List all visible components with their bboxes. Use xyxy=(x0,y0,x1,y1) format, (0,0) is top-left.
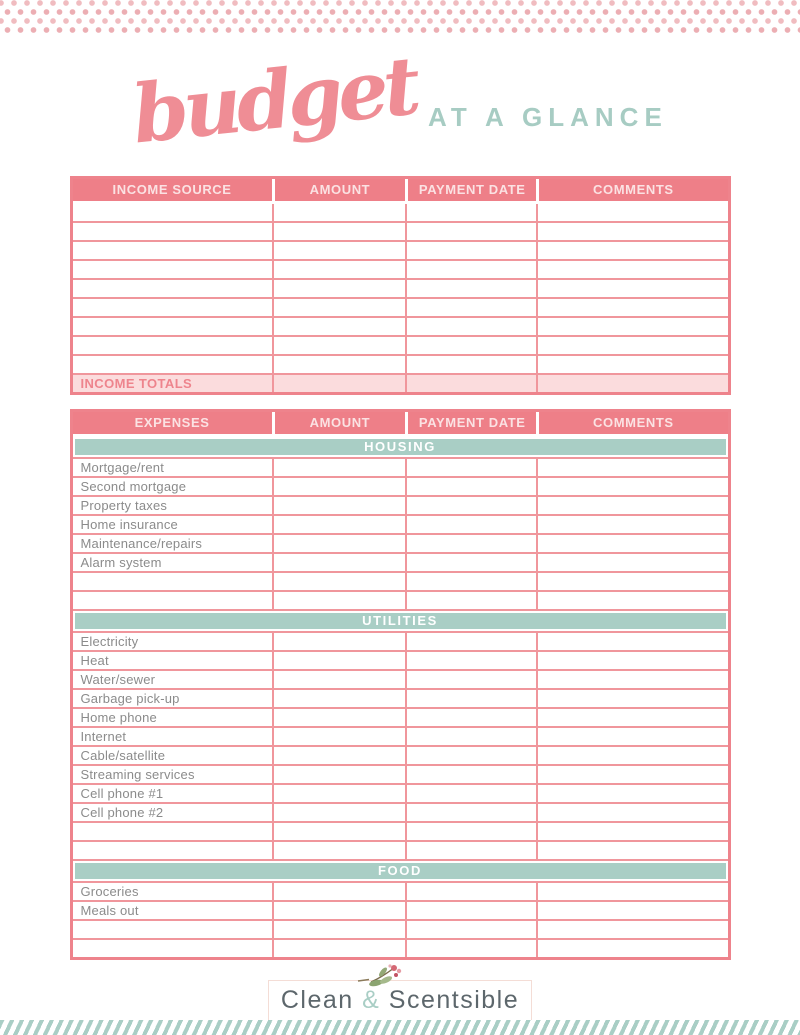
expense-row xyxy=(73,938,728,957)
expense-row xyxy=(73,764,728,783)
fill-in-cell xyxy=(405,766,536,783)
fill-in-cell xyxy=(272,592,406,609)
fill-in-cell xyxy=(272,728,406,745)
expense-row xyxy=(73,514,728,533)
fill-in-cell xyxy=(272,766,406,783)
fill-in-cell xyxy=(536,337,727,354)
fill-in-cell xyxy=(405,633,536,650)
fill-in-cell xyxy=(405,242,536,259)
fill-in-cell xyxy=(536,652,727,669)
expense-row xyxy=(73,783,728,802)
fill-in-cell xyxy=(405,204,536,221)
fill-in-cell xyxy=(405,554,536,571)
section-title-housing: HOUSING xyxy=(73,437,728,457)
brand-footer xyxy=(0,970,800,1022)
fill-in-cell xyxy=(405,921,536,938)
expenses-table-body xyxy=(73,437,728,957)
brand-box xyxy=(268,980,532,1022)
section-band-utilities xyxy=(73,609,728,631)
fill-in-cell xyxy=(272,883,406,900)
fill-in-cell xyxy=(272,785,406,802)
fill-in-cell xyxy=(405,280,536,297)
expense-item-label: Home insurance xyxy=(80,517,178,532)
expense-row xyxy=(73,745,728,764)
expense-item-label: Cell phone #2 xyxy=(80,805,164,820)
fill-in-cell xyxy=(272,671,406,688)
fill-in-cell xyxy=(536,459,727,476)
expense-item-label: Meals out xyxy=(80,903,139,918)
fill-in-cell xyxy=(405,652,536,669)
fill-in-cell xyxy=(405,804,536,821)
fill-in-cell xyxy=(536,883,727,900)
expense-row xyxy=(73,590,728,609)
fill-in-cell xyxy=(405,823,536,840)
fill-in-cell xyxy=(536,940,727,957)
expense-row xyxy=(73,881,728,900)
fill-in-cell xyxy=(405,671,536,688)
expenses-column-header: AMOUNT xyxy=(272,412,406,434)
fill-in-cell xyxy=(405,747,536,764)
expense-item-label: Heat xyxy=(80,653,109,668)
income-column-header: PAYMENT DATE xyxy=(405,179,536,201)
expense-row xyxy=(73,840,728,859)
fill-in-cell xyxy=(536,747,727,764)
fill-in-cell xyxy=(272,804,406,821)
fill-in-cell xyxy=(73,299,272,316)
expense-item-label: Internet xyxy=(80,729,127,744)
income-row xyxy=(73,297,728,316)
fill-in-cell xyxy=(536,728,727,745)
title-script-budget: budget xyxy=(128,38,421,162)
fill-in-cell xyxy=(536,690,727,707)
fill-in-cell xyxy=(73,204,272,221)
income-table xyxy=(70,176,731,395)
fill-in-cell xyxy=(272,842,406,859)
fill-in-cell xyxy=(272,516,406,533)
fill-in-cell xyxy=(536,823,727,840)
expenses-header-row xyxy=(73,412,728,437)
page-title xyxy=(0,36,800,164)
income-column-header: INCOME SOURCE xyxy=(112,182,232,197)
income-row xyxy=(73,240,728,259)
brand-ampersand: & xyxy=(362,986,381,1014)
expense-row xyxy=(73,650,728,669)
expense-item-label: Water/sewer xyxy=(80,672,156,687)
fill-in-cell xyxy=(405,902,536,919)
fill-in-cell xyxy=(536,497,727,514)
income-row xyxy=(73,335,728,354)
fill-in-cell xyxy=(272,299,406,316)
expense-row xyxy=(73,707,728,726)
fill-in-cell xyxy=(536,299,727,316)
expense-item-label: Home phone xyxy=(80,710,157,725)
fill-in-cell xyxy=(73,337,272,354)
fill-in-cell xyxy=(272,573,406,590)
expense-row xyxy=(73,802,728,821)
expense-row xyxy=(73,457,728,476)
expense-item-label: Second mortgage xyxy=(80,479,187,494)
fill-in-cell xyxy=(405,497,536,514)
fill-in-cell xyxy=(405,516,536,533)
fill-in-cell xyxy=(536,261,727,278)
fill-in-cell xyxy=(536,842,727,859)
expenses-table xyxy=(70,409,731,960)
fill-in-cell xyxy=(405,709,536,726)
expense-item-label: Maintenance/repairs xyxy=(80,536,203,551)
fill-in-cell xyxy=(272,497,406,514)
fill-in-cell xyxy=(272,902,406,919)
fill-in-cell xyxy=(272,375,406,392)
fill-in-cell xyxy=(73,573,272,590)
expense-item-label: Garbage pick-up xyxy=(80,691,180,706)
fill-in-cell xyxy=(272,823,406,840)
fill-in-cell xyxy=(536,785,727,802)
fill-in-cell xyxy=(272,709,406,726)
fill-in-cell xyxy=(536,921,727,938)
expense-row xyxy=(73,669,728,688)
section-title-utilities: UTILITIES xyxy=(73,611,728,631)
fill-in-cell xyxy=(405,883,536,900)
expense-row xyxy=(73,631,728,650)
fill-in-cell xyxy=(405,318,536,335)
expense-item-label: Streaming services xyxy=(80,767,195,782)
polka-dot-border xyxy=(0,0,800,36)
expense-item-label: Mortgage/rent xyxy=(80,460,165,475)
fill-in-cell xyxy=(73,280,272,297)
fill-in-cell xyxy=(405,356,536,373)
fill-in-cell xyxy=(405,690,536,707)
fill-in-cell xyxy=(536,516,727,533)
fill-in-cell xyxy=(272,242,406,259)
fill-in-cell xyxy=(536,535,727,552)
fill-in-cell xyxy=(536,223,727,240)
income-row xyxy=(73,259,728,278)
fill-in-cell xyxy=(405,223,536,240)
fill-in-cell xyxy=(73,242,272,259)
income-table-body xyxy=(73,204,728,392)
brand-word-clean: Clean xyxy=(280,986,354,1014)
fill-in-cell xyxy=(272,318,406,335)
fill-in-cell xyxy=(405,375,536,392)
fill-in-cell xyxy=(536,902,727,919)
fill-in-cell xyxy=(405,535,536,552)
fill-in-cell xyxy=(73,823,272,840)
fill-in-cell xyxy=(536,478,727,495)
expense-row xyxy=(73,476,728,495)
fill-in-cell xyxy=(272,478,406,495)
income-column-header: AMOUNT xyxy=(272,179,406,201)
expense-row xyxy=(73,571,728,590)
fill-in-cell xyxy=(405,728,536,745)
fill-in-cell xyxy=(73,261,272,278)
fill-in-cell xyxy=(536,804,727,821)
fill-in-cell xyxy=(272,280,406,297)
fill-in-cell xyxy=(73,356,272,373)
section-title-food: FOOD xyxy=(73,861,728,881)
fill-in-cell xyxy=(536,318,727,335)
income-row xyxy=(73,278,728,297)
expense-row xyxy=(73,552,728,571)
fill-in-cell xyxy=(405,842,536,859)
expense-item-label: Electricity xyxy=(80,634,139,649)
fill-in-cell xyxy=(73,592,272,609)
income-column-header: COMMENTS xyxy=(536,179,727,201)
fill-in-cell xyxy=(536,709,727,726)
brand-word-scentsible: Scentsible xyxy=(388,986,520,1014)
expense-item-label: Cell phone #1 xyxy=(80,786,164,801)
fill-in-cell xyxy=(272,204,406,221)
expense-item-label: Property taxes xyxy=(80,498,168,513)
fill-in-cell xyxy=(405,261,536,278)
fill-in-cell xyxy=(272,921,406,938)
expense-row xyxy=(73,533,728,552)
floral-sprig-icon xyxy=(356,960,404,995)
expenses-column-header: PAYMENT DATE xyxy=(405,412,536,434)
income-totals-row xyxy=(73,373,728,392)
fill-in-cell xyxy=(405,592,536,609)
fill-in-cell xyxy=(536,671,727,688)
fill-in-cell xyxy=(272,261,406,278)
section-band-housing xyxy=(73,437,728,457)
fill-in-cell xyxy=(272,356,406,373)
fill-in-cell xyxy=(405,337,536,354)
fill-in-cell xyxy=(272,940,406,957)
fill-in-cell xyxy=(73,940,272,957)
fill-in-cell xyxy=(536,280,727,297)
fill-in-cell xyxy=(536,242,727,259)
fill-in-cell xyxy=(405,785,536,802)
fill-in-cell xyxy=(73,921,272,938)
income-row xyxy=(73,354,728,373)
expense-row xyxy=(73,726,728,745)
fill-in-cell xyxy=(536,375,727,392)
fill-in-cell xyxy=(73,223,272,240)
expenses-column-header: COMMENTS xyxy=(536,412,727,434)
income-totals-label: INCOME TOTALS xyxy=(80,376,193,391)
fill-in-cell xyxy=(536,554,727,571)
fill-in-cell xyxy=(272,652,406,669)
fill-in-cell xyxy=(272,337,406,354)
expense-item-label: Cable/satellite xyxy=(80,748,166,763)
fill-in-cell xyxy=(272,554,406,571)
expense-row xyxy=(73,495,728,514)
striped-border xyxy=(0,1020,800,1035)
fill-in-cell xyxy=(272,747,406,764)
fill-in-cell xyxy=(272,633,406,650)
fill-in-cell xyxy=(405,478,536,495)
fill-in-cell xyxy=(536,633,727,650)
section-band-food xyxy=(73,859,728,881)
fill-in-cell xyxy=(405,940,536,957)
expense-row xyxy=(73,688,728,707)
fill-in-cell xyxy=(272,535,406,552)
expenses-column-header: EXPENSES xyxy=(134,415,210,430)
income-header-row xyxy=(73,179,728,204)
expense-row xyxy=(73,919,728,938)
fill-in-cell xyxy=(73,318,272,335)
fill-in-cell xyxy=(405,299,536,316)
fill-in-cell xyxy=(272,459,406,476)
title-caps-at-a-glance: AT A GLANCE xyxy=(428,101,668,132)
expense-row xyxy=(73,900,728,919)
fill-in-cell xyxy=(536,592,727,609)
fill-in-cell xyxy=(405,459,536,476)
fill-in-cell xyxy=(73,842,272,859)
expense-row xyxy=(73,821,728,840)
income-row xyxy=(73,316,728,335)
income-row xyxy=(73,204,728,221)
fill-in-cell xyxy=(536,204,727,221)
fill-in-cell xyxy=(272,690,406,707)
fill-in-cell xyxy=(536,356,727,373)
fill-in-cell xyxy=(536,766,727,783)
expense-item-label: Alarm system xyxy=(80,555,162,570)
fill-in-cell xyxy=(536,573,727,590)
income-row xyxy=(73,221,728,240)
fill-in-cell xyxy=(272,223,406,240)
expense-item-label: Groceries xyxy=(80,884,139,899)
fill-in-cell xyxy=(405,573,536,590)
